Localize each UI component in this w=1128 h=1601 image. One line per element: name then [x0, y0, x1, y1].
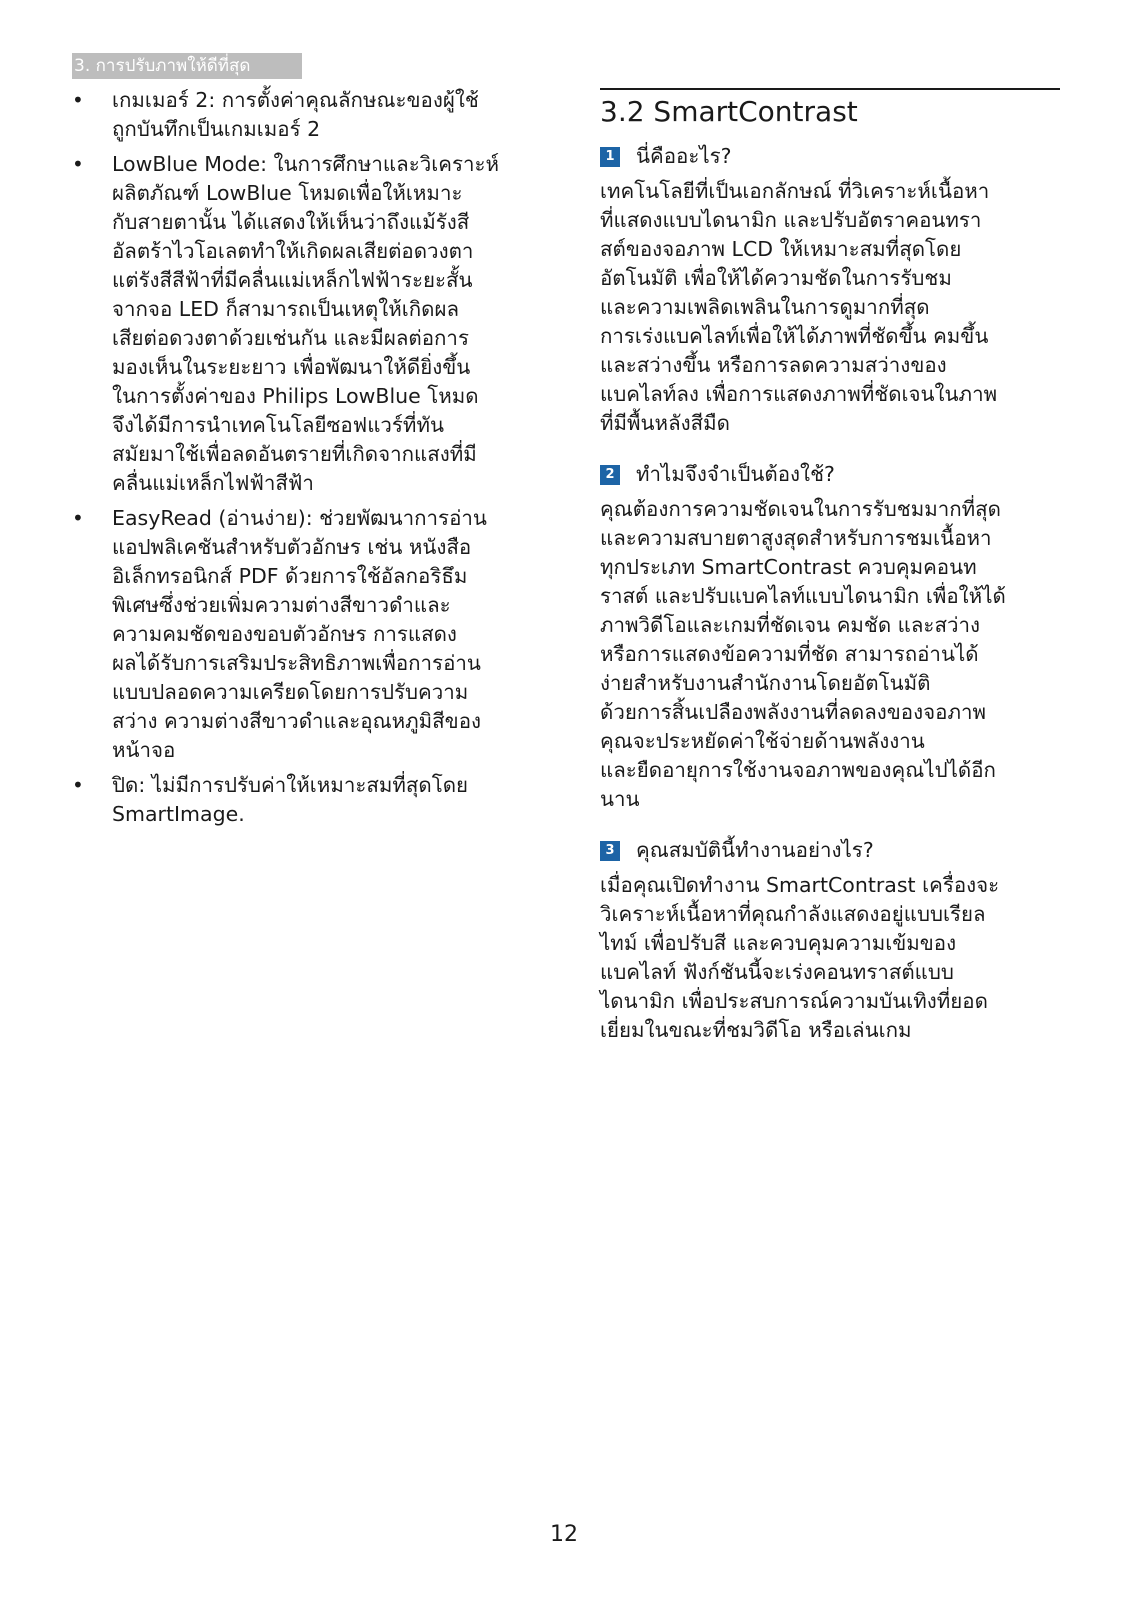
- subsection-heading: [600, 836, 1060, 865]
- subsection-why-need: [600, 460, 1060, 814]
- bullet-text: EasyRead (อ่านง่าย): ช่วยพัฒนาการอ่าน แอปพลิเคชันสำหรับตัวอักษร เช่น หนังสือ อิเล็กทรอนิกส์ PDF ด้วยการใช้อัลกอริธึม พิเศษซึ่งช่วยเพิ่มความต่างสีขาวดำและ ความคมชัดของขอบตัวอักษร การแสดง ผลได้รับการเสริมประสิทธิภาพเพื่อการอ่าน แบบปลอดความเครียดโดยการปรับความ สว่าง ความต่างสีขาวดำและอุณหภูมิสีของ หน้าจอ: [112, 506, 487, 762]
- section-title: 3.2 SmartContrast: [600, 95, 858, 128]
- subsection-how-it-works: [600, 836, 1060, 1045]
- right-column: [600, 88, 1060, 1067]
- subsection-heading: [600, 142, 1060, 171]
- subsection-what-is-it: [600, 142, 1060, 438]
- number-badge: 1: [600, 147, 620, 167]
- subsection-body: คุณต้องการความชัดเจนในการรับชมมากที่สุด และความสบายตาสูงสุดสำหรับการชมเนื้อหา ทุกประเภท SmartContrast ควบคุมคอนท ราสต์ และปรับแบคไลท์แบบไดนามิก เพื่อให้ได้ ภาพวิดีโอและเกมที่ชัดเจน คมชัด และสว่าง หรือการแสดงข้อความที่ชัด สามารถอ่านได้ ง่ายสำหรับงานสำนักงานโดยอัตโนมัติ ด้วยการสิ้นเปลืองพลังงานที่ลดลงของจอภาพ คุณจะประหยัดค่าใช้จ่ายด้านพลังงาน และยืดอายุการใช้งานจอภาพของคุณไปได้อีก นาน: [600, 497, 1006, 811]
- number-badge: 3: [600, 841, 620, 861]
- list-item: [72, 86, 532, 144]
- subsection-heading-text: ทำไมจึงจำเป็นต้องใช้?: [636, 462, 835, 486]
- number-badge: 2: [600, 465, 620, 485]
- list-item: [72, 504, 532, 765]
- subsection-heading-text: คุณสมบัตินี้ทำงานอย่างไร?: [636, 838, 874, 862]
- page-number: 12: [550, 1522, 578, 1547]
- subsection-body: เมื่อคุณเปิดทำงาน SmartContrast เครื่องจะ วิเคราะห์เนื้อหาที่คุณกำลังแสดงอยู่แบบเรียล ไทม์ เพื่อปรับสี และควบคุมความเข้มของ แบคไลท์ ฟังก์ชันนี้จะเร่งคอนทราสต์แบบ ไดนามิก เพื่อประสบการณ์ความบันเทิงที่ยอด เยี่ยมในขณะที่ชมวิดีโอ หรือเล่นเกม: [600, 873, 1000, 1042]
- list-item: [72, 771, 532, 829]
- bullet-text: LowBlue Mode: ในการศึกษาและวิเคราะห์ ผลิตภัณฑ์ LowBlue โหมดเพื่อให้เหมาะ กับสายตานั้น ได้แสดงให้เห็นว่าถึงแม้รังสี อัลตร้าไวโอเลตทำให้เกิดผลเสียต่อดวงตา แต่รังสีสีฟ้าที่มีคลื่นแม่เหล็กไฟฟ้าระยะสั้น จากจอ LED ก็สามารถเป็นเหตุให้เกิดผล เสียต่อดวงตาด้วยเช่นกัน และมีผลต่อการ มองเห็นในระยะยาว เพื่อพัฒนาให้ดียิ่งขึ้น ในการตั้งค่าของ Philips LowBlue โหมด จึงได้มีการนำเทคโนโลยีซอฟแวร์ที่ทัน สมัยมาใช้เพื่อลดอันตรายที่เกิดจากแสงที่มี คลื่นแม่เหล็กไฟฟ้าสีฟ้า: [112, 152, 499, 495]
- subsection-body: เทคโนโลยีที่เป็นเอกลักษณ์ ที่วิเคราะห์เนื้อหา ที่แสดงแบบไดนามิก และปรับอัตราคอนทรา สต์ของจอภาพ LCD ให้เหมาะสมที่สุดโดย อัตโนมัติ เพื่อให้ได้ความชัดในการรับชม และความเพลิดเพลินในการดูมากที่สุด การเร่งแบคไลท์เพื่อให้ได้ภาพที่ชัดขึ้น คมขึ้น และสว่างขึ้น หรือการลดความสว่างของ แบคไลท์ลง เพื่อการแสดงภาพที่ชัดเจนในภาพ ที่มีพื้นหลังสีมืด: [600, 179, 998, 435]
- list-item: [72, 150, 532, 498]
- subsection-heading-text: นี่คืออะไร?: [636, 144, 732, 168]
- section-divider: [600, 88, 1060, 90]
- left-column: [72, 86, 532, 835]
- chapter-header-tab: 3. การปรับภาพให้ดีที่สุด: [72, 53, 302, 79]
- bullet-text: เกมเมอร์ 2: การตั้งค่าคุณลักษณะของผู้ใช้ ถูกบันทึกเป็นเกมเมอร์ 2: [112, 88, 479, 141]
- preset-mode-list: [72, 86, 532, 829]
- bullet-marker: •: [72, 773, 84, 797]
- bullet-marker: •: [72, 152, 84, 176]
- bullet-marker: •: [72, 506, 84, 530]
- bullet-text: ปิด: ไม่มีการปรับค่าให้เหมาะสมที่สุดโดย SmartImage.: [112, 773, 469, 826]
- bullet-marker: •: [72, 88, 84, 112]
- subsection-heading: [600, 460, 1060, 489]
